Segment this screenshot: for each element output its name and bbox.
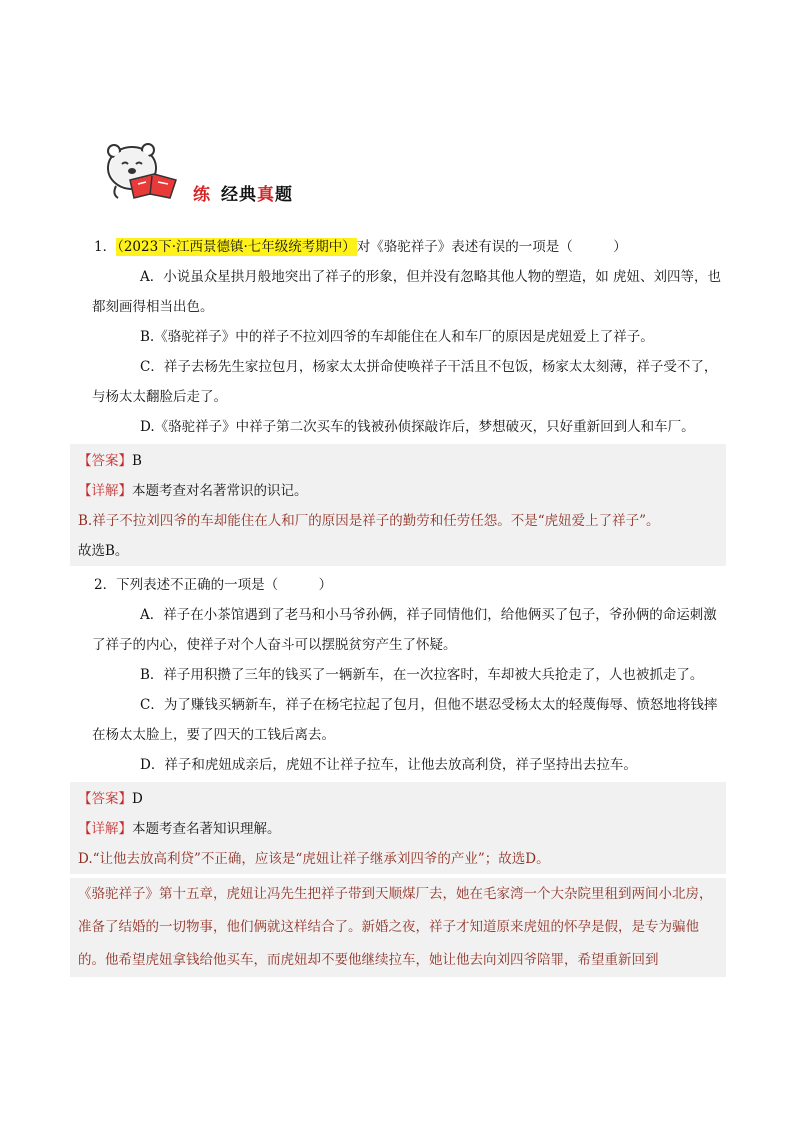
detail-text: 本题考查对名著常识的识记。 [132, 483, 308, 499]
question-list [70, 232, 726, 977]
question-text: 对《骆驼祥子》表述有误的一项是（ ） [356, 239, 627, 255]
title-highlight: 真 [257, 185, 275, 205]
detail-text: 本题考查名著知识理解。 [132, 821, 281, 837]
detail-label: 【详解】 [78, 483, 132, 499]
question-number: 1． [94, 239, 117, 255]
question-2-option-d: D．祥子和虎妞成亲后，虎妞不让祥子拉车，让他去放高利贷，祥子坚持出去拉车。 [140, 757, 637, 773]
question-1-option-b: B.《骆驼祥子》中的祥子不拉刘四爷的车却能住在人和车厂的原因是虎妞爱上了祥子。 [140, 329, 654, 345]
question-1-answer-box [70, 444, 726, 566]
detail-label: 【详解】 [78, 821, 132, 837]
question-1-stem [70, 232, 726, 262]
question-2-option-c: C．为了赚钱买辆新车，祥子在杨宅拉起了包月，但他不堪忍受杨太太的轻蔑侮辱、愤怒地将钱摔在杨太太脸上，要了四天的工钱后离去。 [92, 697, 718, 743]
source-tag: （2023下·江西景德镇·七年级统考期中） [117, 239, 356, 255]
section-title [193, 180, 293, 205]
title-pre: 经典 [221, 185, 257, 205]
answer-line [76, 446, 720, 476]
answer-value: D [132, 791, 143, 807]
answer-line [76, 784, 720, 814]
bear-reading-icon [104, 140, 182, 202]
section-header [104, 140, 404, 205]
question-1-option-c: C．祥子去杨先生家拉包月，杨家太太拼命使唤祥子干活且不包饭，杨家太太刻薄，祥子受不了，与杨太太翻脸后走了。 [92, 359, 718, 405]
question-2-option-a: A．祥子在小茶馆遇到了老马和小马爷孙俩，祥子同情他们，给他俩买了包子，爷孙俩的命运刺激了祥子的内心，使祥子对个人奋斗可以摆脱贫穷产生了怀疑。 [92, 607, 717, 653]
detail-line [76, 814, 720, 844]
answer-value: B [132, 453, 142, 469]
explanation: D.“让他去放高利贷”不正确，应该是“虎妞让祥子继承刘四爷的产业”；故选D。 [78, 851, 550, 867]
passage-box [70, 878, 726, 977]
detail-line [76, 476, 720, 506]
question-1-option-a: A．小说虽众星拱月般地突出了祥子的形象，但并没有忽略其他人物的塑造，如 虎妞、刘四等，也都刻画得相当出色。 [92, 269, 722, 315]
answer-label: 【答案】 [78, 791, 132, 807]
passage-text: 《骆驼祥子》第十五章，虎妞让冯先生把祥子带到天顺煤厂去，她在毛家湾一个大杂院里租到两间小北房，准备了结婚的一切物事，他们俩就这样结合了。新婚之夜，祥子才知道原来虎妞的怀孕是假，是专为骗他的。他希望虎妞拿钱给他买车，而虎妞却不要他继续拉车，她让他去向刘四爷陪罪，希望重新回到 [78, 886, 713, 968]
title-post: 题 [275, 185, 293, 205]
question-text: 下列表述不正确的一项是（ ） [116, 577, 333, 593]
practice-label: 练 [193, 185, 211, 205]
question-number: 2． [94, 577, 117, 593]
conclusion: 故选B。 [78, 543, 129, 559]
question-1-option-d: D.《骆驼祥子》中祥子第二次买车的钱被孙侦探敲诈后，梦想破灭，只好重新回到人和车厂。 [140, 419, 695, 435]
question-2-stem [70, 570, 726, 600]
question-2-option-b: B．祥子用积攒了三年的钱买了一辆新车，在一次拉客时，车却被大兵抢走了，人也被抓走了。 [140, 667, 704, 683]
question-2-answer-box [70, 782, 726, 874]
explanation: B.祥子不拉刘四爷的车却能住在人和厂的原因是祥子的勤劳和任劳任怨。不是“虎妞爱上了祥子”。 [78, 513, 660, 529]
answer-label: 【答案】 [78, 453, 132, 469]
